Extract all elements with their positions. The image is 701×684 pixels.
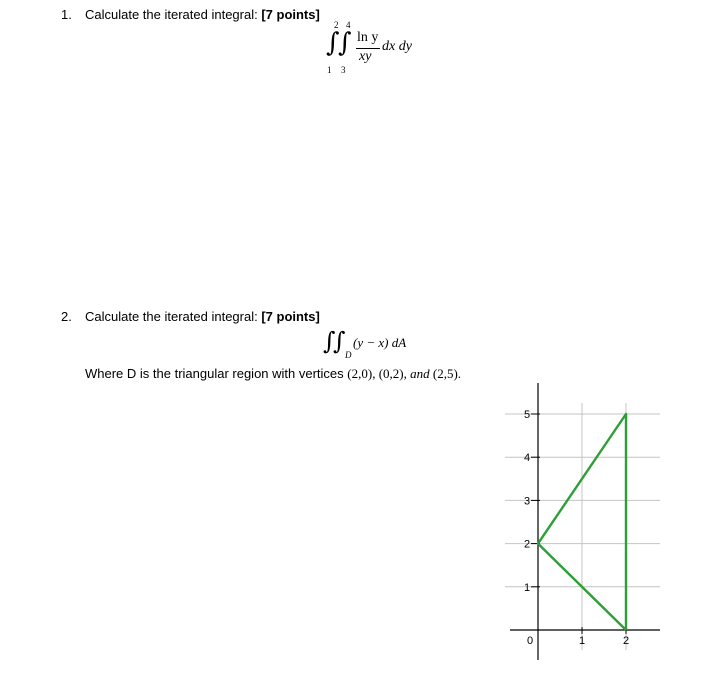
question-1-points: [7 points]: [261, 7, 320, 22]
q1-inner-upper-limit: 4: [346, 20, 351, 30]
x-tick-label-0: 0: [526, 635, 534, 647]
q1-denominator: xy: [359, 49, 372, 64]
q1-outer-integral-sign: ∫: [326, 28, 340, 58]
q2-integral-sign-1: ∫: [323, 327, 336, 355]
q2-last-vertex: (2,5).: [429, 366, 462, 381]
y-tick-label-3: 3: [523, 495, 531, 508]
y-tick-label-4: 4: [523, 452, 531, 465]
q1-outer-upper-limit: 2: [334, 20, 339, 30]
q1-numerator: ln y: [357, 30, 379, 45]
y-tick-label-5: 5: [523, 409, 531, 421]
q2-where-text: Where D is the triangular region with vertices: [85, 366, 348, 381]
q1-inner-integral-sign: ∫: [338, 28, 352, 58]
q2-integrand: (y − x) dA: [353, 335, 407, 350]
question-1-text: Calculate the iterated integral:: [85, 7, 262, 22]
question-1-number: 1.: [61, 7, 72, 22]
q1-differentials: dx dy: [382, 39, 412, 54]
q2-and-word: and: [410, 366, 430, 381]
q2-vertices: (2,0), (0,2),: [347, 366, 411, 381]
question-2-points: [7 points]: [261, 309, 320, 324]
q1-outer-lower-limit: 1: [327, 65, 332, 75]
q2-integral-sign-2: ∫: [333, 327, 346, 355]
question-2-text: Calculate the iterated integral:: [85, 309, 262, 324]
y-tick-label-2: 2: [523, 538, 531, 551]
x-tick-label-2: 2: [622, 635, 630, 647]
y-tick-label-1: 1: [523, 581, 531, 594]
question-2-number: 2.: [61, 309, 72, 324]
x-tick-label-1: 1: [578, 635, 586, 647]
q2-region-subscript: D: [345, 350, 352, 360]
q1-inner-lower-limit: 3: [341, 65, 346, 75]
